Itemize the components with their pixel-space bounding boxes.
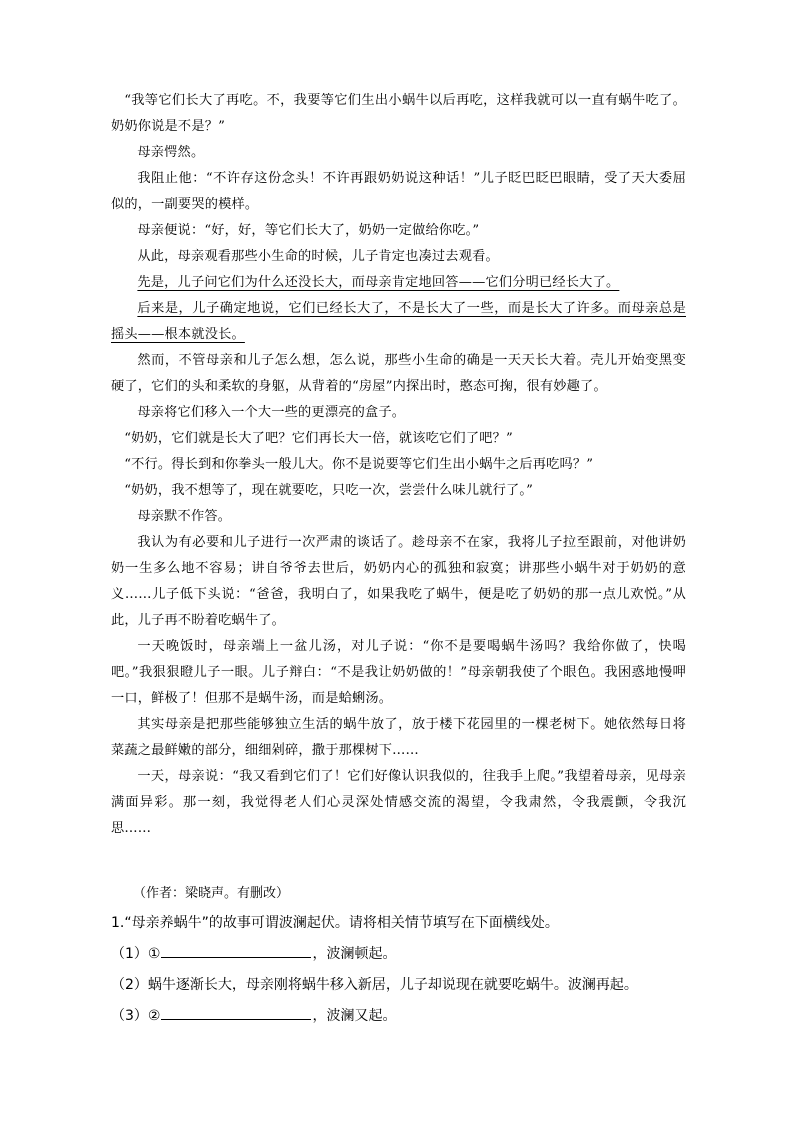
- story-paragraph: 母亲便说：“好，好，等它们长大了，奶奶一定做给你吃。”: [137, 223, 480, 238]
- story-paragraph: 母亲愕然。: [137, 145, 205, 160]
- story-paragraph: “奶奶，我不想等了，现在就要吃，只吃一次，尝尝什么味儿就行了。”: [124, 483, 534, 498]
- item-prefix: （1）①: [111, 946, 161, 962]
- question-stem: 1.“母亲养蜗牛”的故事可谓波澜起伏。请将相关情节填写在下面横线处。: [111, 915, 559, 931]
- item-suffix: ，波澜又起。: [312, 1008, 397, 1024]
- author-note: （作者：梁晓声。有删改）: [133, 886, 290, 901]
- underlined-paragraph: 先是，儿子问它们为什么还没长大，而母亲肯定地回答——它们分明已经长大了。: [137, 275, 620, 290]
- story-paragraph: “不行。得长到和你拳头一般儿大。你不是说要等它们生出小蜗牛之后再吃吗？”: [124, 457, 594, 472]
- question-section: [111, 908, 711, 1032]
- answer-blank-2[interactable]: [161, 1003, 311, 1020]
- story-paragraph: 其实母亲是把那些能够独立生活的蜗牛放了，放于楼下花园里的一棵老树下。她依然每日将菜蔬之最鲜嫩的部分，细细剁碎，撒于那棵树下……: [111, 717, 686, 758]
- underlined-paragraph: 后来是，儿子确定地说，它们已经长大了，不是长大了一些，而是长大了许多。而母亲总是摇头——根本就没长。: [111, 301, 686, 342]
- question-item-2: （2）蜗牛逐渐长大，母亲刚将蜗牛移入新居，儿子却说现在就要吃蜗牛。波澜再起。: [111, 977, 638, 993]
- story-paragraph: 一天，母亲说：“我又看到它们了！它们好像认识我似的，往我手上爬。”我望着母亲，见母亲满面异彩。那一刻，我觉得老人们心灵深处情感交流的渴望，令我肃然，令我震颤，令我沉思……: [111, 769, 686, 836]
- question-item-1: [111, 939, 711, 970]
- story-paragraph: 母亲将它们移入一个大一些的更漂亮的盒子。: [137, 405, 406, 420]
- story-paragraph: 我阻止他：“不许存这份念头！不许再跟奶奶说这种话！”儿子眨巴眨巴眼睛，受了天大委屈似的，一副要哭的模样。: [111, 171, 686, 212]
- story-body: [111, 88, 686, 842]
- item-suffix: ，波澜顿起。: [312, 946, 397, 962]
- story-paragraph: “我等它们长大了再吃。不，我要等它们生出小蜗牛以后再吃，这样我就可以一直有蜗牛吃了。奶奶你说是不是？”: [111, 93, 686, 134]
- question-item-3: [111, 1001, 711, 1032]
- story-paragraph: 从此，母亲观看那些小生命的时候，儿子肯定也凑过去观看。: [137, 249, 499, 264]
- story-paragraph: 一天晚饭时，母亲端上一盆儿汤，对儿子说：“你不是要喝蜗牛汤吗？我给你做了，快喝吧。”我狠狠瞪儿子一眼。儿子辩白：“不是我让奶奶做的！”母亲朝我使了个眼色。我困惑地慢呷一口，鲜极了！但那不是蜗牛汤，而是蛤蜊汤。: [111, 639, 686, 706]
- story-paragraph: “奶奶，它们就是长大了吧？它们再长大一倍，就该吃它们了吧？”: [124, 431, 513, 446]
- item-prefix: （3）②: [111, 1008, 161, 1024]
- answer-blank-1[interactable]: [161, 941, 311, 958]
- story-paragraph: 我认为有必要和儿子进行一次严肃的谈话了。趁母亲不在家，我将儿子拉至跟前，对他讲奶奶一生多么地不容易；讲自爷爷去世后，奶奶内心的孤独和寂寞；讲那些小蜗牛对于奶奶的意义……儿子低下头说：“爸爸，我明白了，如果我吃了蜗牛，便是吃了奶奶的那一点儿欢悦。”从此，儿子再不盼着吃蜗牛了。: [111, 535, 686, 628]
- story-paragraph: 母亲默不作答。: [137, 509, 232, 524]
- story-paragraph: 然而，不管母亲和儿子怎么想，怎么说，那些小生命的确是一天天长大着。壳儿开始变黑变硬了，它们的头和柔软的身躯，从背着的“房屋”内探出时，憨态可掬，很有妙趣了。: [111, 353, 686, 394]
